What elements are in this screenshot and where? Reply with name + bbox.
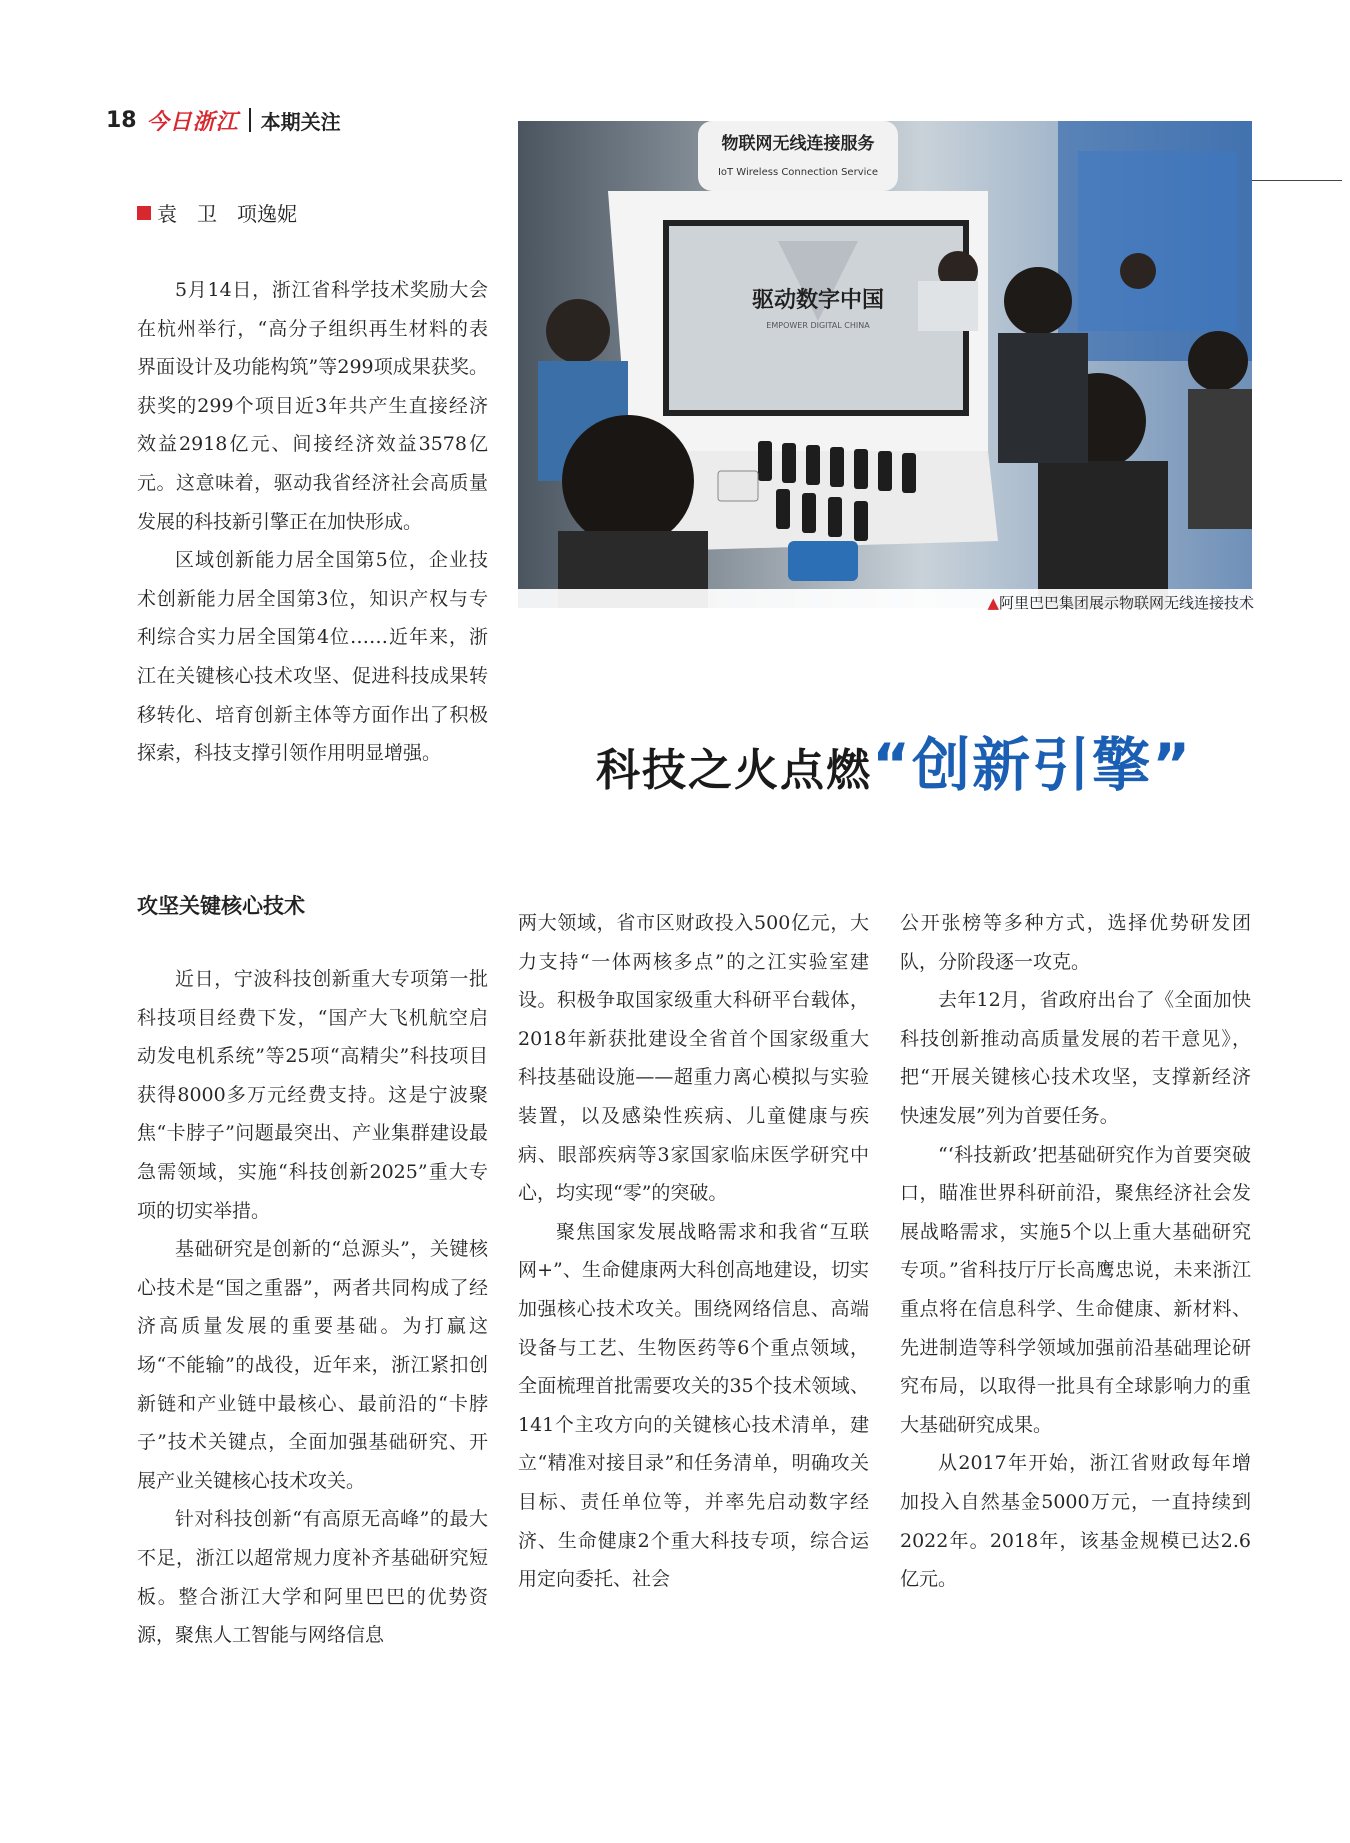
- body-column-1: [137, 960, 488, 1655]
- body-paragraph: 聚焦国家发展战略需求和我省“互联网+”、生命健康两大科创高地建设，切实加强核心技术攻关。围绕网络信息、高端设备与工艺、生物医药等6个重点领域，全面梳理首批需要攻关的35个技术领域、141个主攻方向的关键核心技术清单，建立“精准对接目录”和任务清单，明确攻关目标、责任单位等，并率先启动数字经济、生命健康2个重大科技专项，综合运用定向委托、社会: [518, 1220, 869, 1591]
- booth-sign-en: IoT Wireless Connection Service: [717, 167, 879, 178]
- body-paragraph: 公开张榜等多种方式，选择优势研发团队，分阶段逐一攻克。: [900, 912, 1251, 973]
- magazine-logo: 今日浙江: [146, 108, 239, 135]
- body-paragraph: 去年12月，省政府出台了《全面加快科技创新推动高质量发展的若干意见》，把“开展关键核心技术攻坚，支撑新经济快速发展”列为首要任务。: [900, 989, 1251, 1127]
- screen-text-en: EMPOWER DIGITAL CHINA: [766, 321, 870, 330]
- header-divider: [249, 108, 251, 132]
- intro-paragraph: 5月14日，浙江省科学技术奖励大会在杭州举行，“高分子组织再生材料的表界面设计及功能构筑”等299项成果获奖。获奖的299个项目近3年共产生直接经济效益2918亿元、间接经济效益3578亿元。这意味着，驱动我省经济社会高质量发展的科技新引擎正在加快形成。: [137, 279, 488, 533]
- expo-booth-photo: [518, 121, 1252, 608]
- body-paragraph: 从2017年开始，浙江省财政每年增加投入自然基金5000万元，一直持续到2022年。2018年，该基金规模已达2.6亿元。: [900, 1452, 1251, 1591]
- body-paragraph: 针对科技创新“有高原无高峰”的最大不足，浙江以超常规力度补齐基础研究短板。整合浙江大学和阿里巴巴的优势资源，聚焦人工智能与网络信息: [137, 1508, 488, 1647]
- intro-column: [137, 271, 488, 773]
- photo-caption: [987, 592, 1254, 613]
- screen-text-cn: 驱动数字中国: [751, 288, 885, 313]
- body-column-2: [518, 904, 869, 1599]
- section-subheading: 攻坚关键核心技术: [137, 894, 305, 918]
- byline: [137, 198, 297, 227]
- byline-marker-icon: [137, 206, 151, 220]
- body-column-3: [900, 904, 1251, 1599]
- caption-text: 阿里巴巴集团展示物联网无线连接技术: [998, 594, 1254, 612]
- article-photo: [518, 121, 1252, 608]
- title-main: 科技之火点燃: [596, 745, 872, 796]
- page-header: [106, 100, 341, 140]
- article-title: [596, 718, 1192, 802]
- body-paragraph: 基础研究是创新的“总源头”，关键核心技术是“国之重器”，两者共同构成了经济高质量发展的重要基础。为打赢这场“不能输”的战役，近年来，浙江紧扣创新链和产业链中最核心、最前沿的“卡脖子”技术关键点，全面加强基础研究、开展产业关键核心技术攻关。: [137, 1238, 488, 1492]
- booth-sign-cn: 物联网无线连接服务: [721, 134, 875, 154]
- body-paragraph: 两大领域，省市区财政投入500亿元，大力支持“一体两核多点”的之江实验室建设。积极争取国家级重大科研平台载体，2018年新获批建设全省首个国家级重大科技基础设施——超重力离心模拟与实验装置，以及感染性疾病、儿童健康与疾病、眼部疾病等3家国家临床医学研究中心，均实现“零”的突破。: [518, 912, 869, 1205]
- intro-paragraph: 区域创新能力居全国第5位，企业技术创新能力居全国第3位，知识产权与专利综合实力居全国第4位……近年来，浙江在关键核心技术攻坚、促进科技成果转移转化、培育创新主体等方面作出了积极探索，科技支撑引领作用明显增强。: [137, 549, 488, 765]
- page-number: 18: [106, 107, 137, 133]
- body-paragraph: “‘科技新政’把基础研究作为首要突破口，瞄准世界科研前沿，聚焦经济社会发展战略需求，实施5个以上重大基础研究专项。”省科技厅厅长高鹰忠说，未来浙江重点将在信息科学、生命健康、新材料、先进制造等科学领域加强前沿基础理论研究布局，以取得一批具有全球影响力的重大基础研究成果。: [900, 1143, 1251, 1436]
- body-paragraph: 近日，宁波科技创新重大专项第一批科技项目经费下发，“国产大飞机航空启动发电机系统”等25项“高精尖”科技项目获得8000多万元经费支持。这是宁波聚焦“卡脖子”问题最突出、产业集群建设最急需领域，实施“科技创新2025”重大专项的切实举措。: [137, 968, 488, 1222]
- title-accent: “创新引擎”: [872, 731, 1193, 799]
- byline-authors: 袁 卫 项逸妮: [157, 202, 297, 226]
- section-label: 本期关注: [260, 109, 341, 134]
- decorative-rule: [1252, 180, 1342, 181]
- caption-triangle-icon: ▲: [987, 594, 999, 612]
